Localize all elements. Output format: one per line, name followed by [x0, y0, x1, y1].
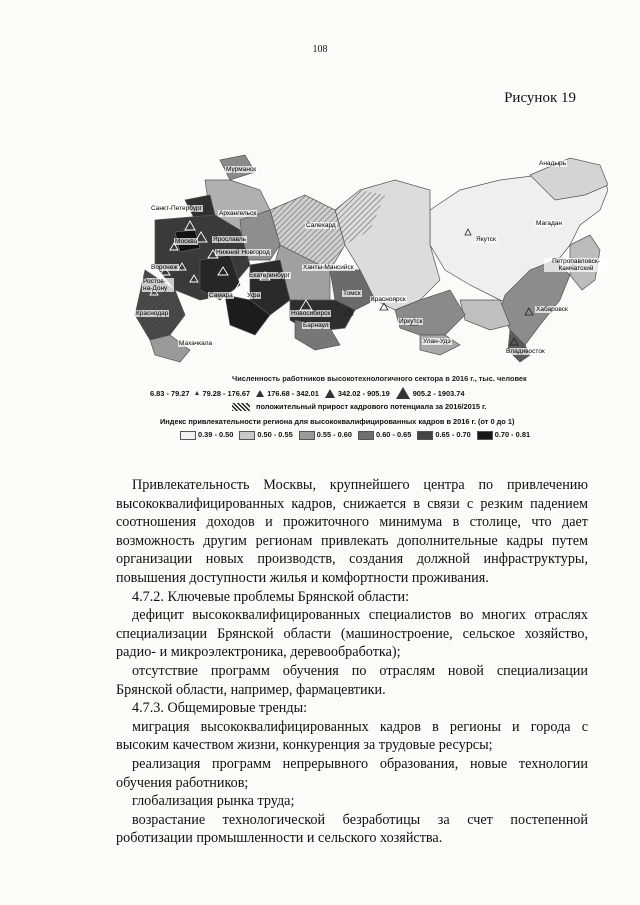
legend-workers-item: 905.2 - 1903.74 [396, 387, 465, 399]
triangle-icon [325, 389, 335, 398]
city-petropavlovsk: Петропавловск-Камчатский [544, 258, 608, 272]
city-krasnoyarsk: Красноярск [371, 296, 406, 303]
legend-hatch [232, 402, 486, 411]
city-salekhard: Салехард [306, 222, 336, 229]
legend-index-row [180, 430, 530, 440]
city-rostov: Ростов-на-Дону [142, 278, 174, 292]
legend-workers-title: Численность работников высокотехнологичного сектора в 2016 г., тыс. человек [232, 374, 527, 383]
legend-index-title: Индекс привлекательности региона для высококвалифицированных кадров в 2016 г. (от 0 до 1) [160, 417, 515, 426]
legend-index-item: 0.60 - 0.65 [358, 430, 411, 440]
city-ulan-ude: Улан-Удэ [423, 338, 451, 345]
city-barnaul: Барнаул [303, 322, 329, 329]
map-graphic [130, 150, 608, 372]
legend-swatch [417, 431, 433, 440]
paragraph: Привлекательность Москвы, крупнейшего центра по привлечению высококвалифицированных кадров, снижается в связи с резким падением соотношения доходов и прожиточного минимума в столице, что дает возможность другим регионам привлекать дополнительные кадры путем организации новых производств, создания должной инфраструктуры, повышения доступности жилья и комфортности проживания. [116, 477, 588, 586]
legend-workers-item: 342.02 - 905.19 [325, 389, 390, 398]
paragraph: глобализация рынка труда; [132, 793, 295, 810]
body-text [116, 476, 588, 848]
city-spb: Санкт-Петербург [151, 205, 202, 212]
city-magadan: Магадан [536, 220, 562, 227]
paragraph: отсутствие программ обучения по отраслям новой специализации Брянской области, например, фармацевтики. [116, 662, 588, 698]
city-yakutsk: Якутск [476, 236, 496, 243]
city-arkhangelsk: Архангельск [219, 210, 257, 217]
triangle-icon [396, 387, 410, 399]
city-anadyr: Анадырь [539, 160, 567, 167]
legend-index-item: 0.50 - 0.55 [239, 430, 292, 440]
triangle-icon [256, 390, 264, 397]
city-ekaterinburg: Екатеринбург [249, 272, 290, 279]
legend-workers-item: 79.28 - 176.67 [195, 389, 250, 398]
city-vladivostok: Владивосток [506, 348, 545, 355]
legend-swatch [477, 431, 493, 440]
triangle-icon [195, 391, 199, 395]
legend-workers-row [150, 387, 464, 399]
city-tomsk: Томск [343, 290, 361, 297]
legend-index-item: 0.55 - 0.60 [299, 430, 352, 440]
hatch-swatch [232, 403, 250, 411]
city-makhachkala: Махачкала [179, 340, 213, 347]
city-samara: Самара [209, 292, 233, 299]
paragraph: дефицит высококвалифицированных специалистов во многих отраслях специализации Брянской области (машиностроение, сельское хозяйство, радио- и микроэлектроника, деревообработка); [116, 607, 588, 661]
legend-index-item: 0.70 - 0.81 [477, 430, 530, 440]
legend-swatch [180, 431, 196, 440]
paragraph: реализация программ непрерывного образования, новые технологии обучения работников; [116, 755, 588, 791]
section-heading: 4.7.3. Общемировые тренды: [132, 700, 308, 717]
section-heading: 4.7.2. Ключевые проблемы Брянской области: [132, 588, 410, 605]
city-murmansk: Мурманск [226, 166, 257, 173]
city-khabarovsk: Хабаровск [536, 306, 568, 313]
city-krasnodar: Краснодар [136, 310, 169, 317]
legend-index-item: 0.65 - 0.70 [417, 430, 470, 440]
paragraph: возрастание технологической безработицы за счет постепенной роботизации промышленности и сельского хозяйства. [116, 811, 588, 847]
legend-workers-item: 6.83 - 79.27 [150, 388, 190, 398]
city-voronezh: Воронеж [151, 264, 178, 271]
legend-index-item: 0.39 - 0.50 [180, 430, 233, 440]
city-novosibirsk: Новосибирск [291, 310, 331, 317]
legend-swatch [358, 431, 374, 440]
legend-swatch [299, 431, 315, 440]
figure-label: Рисунок 19 [504, 90, 576, 106]
page-number: 108 [312, 44, 328, 55]
city-irkutsk: Иркутск [399, 318, 423, 325]
city-khanty: Ханты-Мансийск [303, 264, 354, 271]
paragraph: миграция высококвалифицированных кадров в регионы и города с высоким качеством жизни, конкуренция за трудовые ресурсы; [116, 718, 588, 754]
city-ufa: Уфа [247, 292, 261, 299]
city-moscow: Москва [175, 238, 198, 245]
city-yaroslavl: Ярославль [213, 236, 247, 243]
legend-swatch [239, 431, 255, 440]
city-nizhny: Нижний Новгород [216, 249, 270, 256]
legend-hatch-label: положительный прирост кадрового потенциала за 2016/2015 г. [256, 402, 487, 411]
legend-workers-item: 176.68 - 342.01 [256, 389, 319, 398]
russia-map [130, 150, 608, 372]
